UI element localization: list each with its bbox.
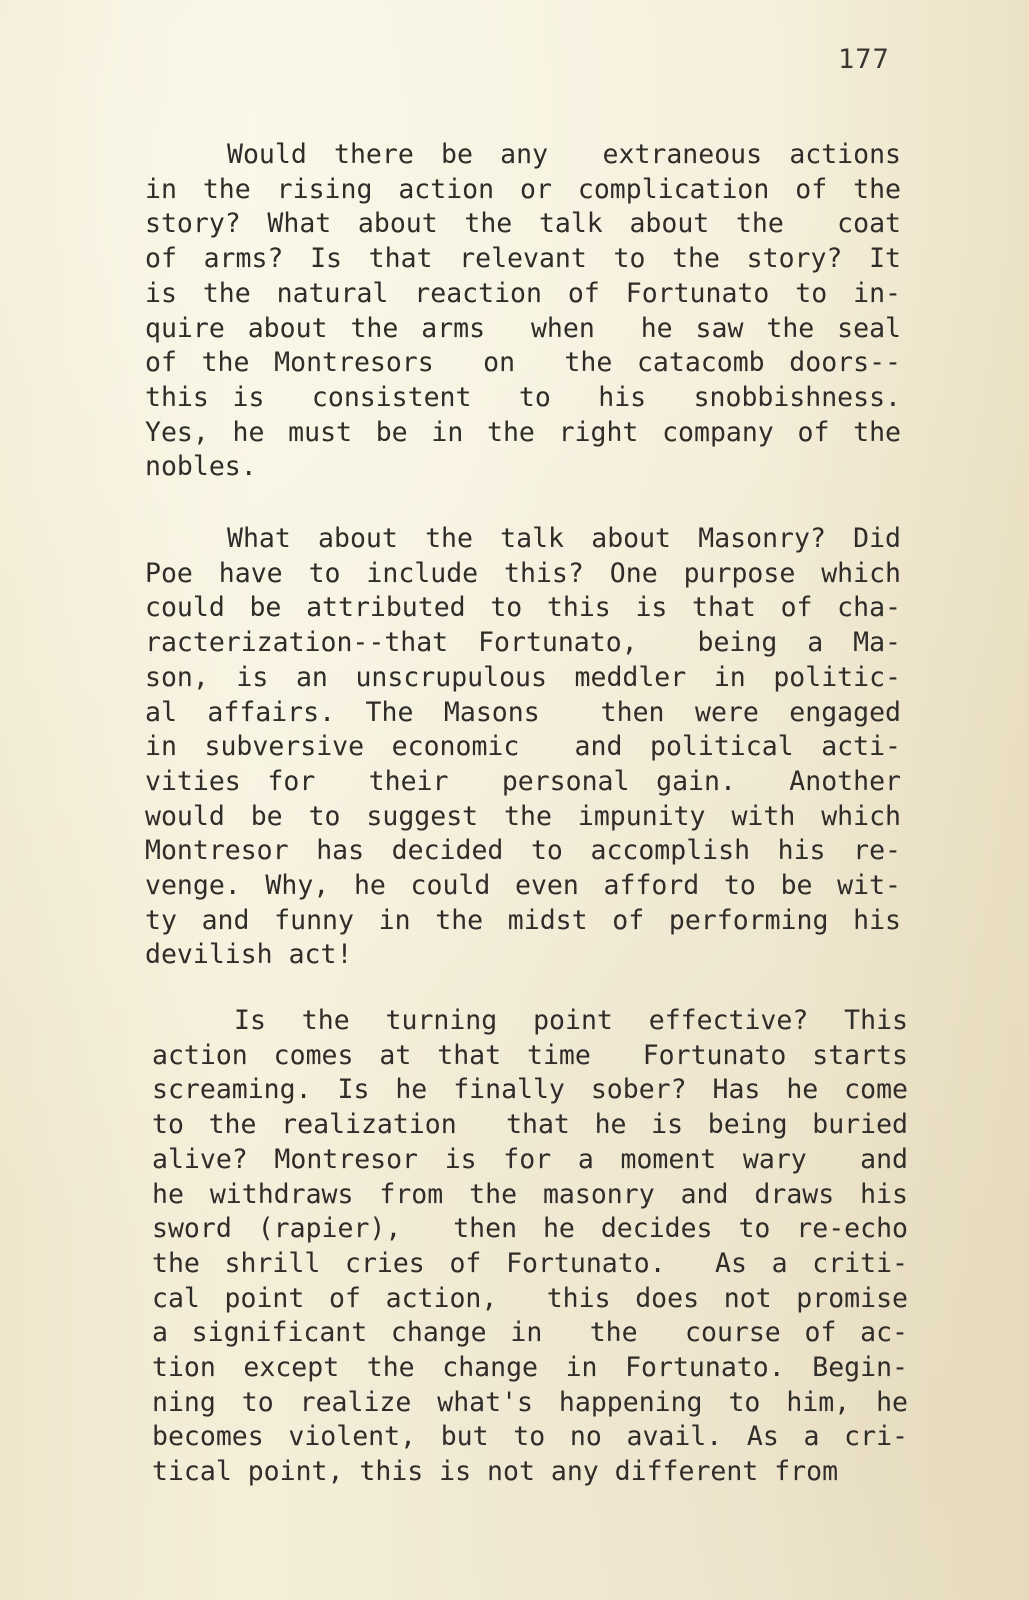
paragraph-turning-point	[152, 1004, 908, 1490]
text-line: Montresor has decided to accomplish his re-	[145, 835, 901, 867]
text-line: al affairs. The Masons then were engaged	[145, 696, 901, 728]
text-line: ty and funny in the midst of performing his	[145, 904, 901, 936]
text-line: becomes violent, but to no avail. As a cri-	[152, 1421, 908, 1453]
text-line: is the natural reaction of Fortunato to in-	[145, 277, 901, 309]
text-line: a significant change in the course of ac-	[152, 1317, 908, 1349]
text-line: Poe have to include this? One purpose which	[145, 557, 901, 589]
text-line: would be to suggest the impunity with which	[145, 800, 901, 832]
text-line: tion except the change in Fortunato. Begin-	[152, 1352, 908, 1384]
text-line: he withdraws from the masonry and draws his	[152, 1178, 908, 1210]
page-number: 177	[838, 44, 890, 75]
text-line: could be attributed to this is that of cha-	[145, 592, 901, 624]
text-line: action comes at that time Fortunato starts	[152, 1039, 908, 1071]
text-line: nobles.	[145, 451, 257, 483]
text-line: in the rising action or complication of the	[145, 173, 901, 205]
text-line: alive? Montresor is for a moment wary and	[152, 1143, 908, 1175]
text-line: son, is an unscrupulous meddler in politic-	[145, 661, 901, 693]
text-line: tical point, this is not any different from	[152, 1456, 839, 1488]
text-line: to the realization that he is being buried	[152, 1109, 908, 1141]
text-line: quire about the arms when he saw the seal	[145, 312, 901, 344]
text-line: Yes, he must be in the right company of the	[145, 416, 901, 448]
text-line: Would there be any extraneous actions	[227, 139, 901, 170]
paragraph-masonry	[145, 522, 901, 973]
text-line: of the Montresors on the catacomb doors--	[145, 347, 901, 379]
text-line: What about the talk about Masonry? Did	[227, 523, 901, 554]
text-line: of arms? Is that relevant to the story? It	[145, 243, 901, 275]
text-line: devilish act!	[145, 939, 353, 971]
text-line: vities for their personal gain. Another	[145, 765, 901, 797]
text-line: venge. Why, he could even afford to be wit-	[145, 870, 901, 902]
paragraph-extraneous-actions	[145, 138, 901, 485]
text-line: this is consistent to his snobbishness.	[145, 381, 901, 413]
text-line: racterization--that Fortunato, being a Ma-	[145, 627, 901, 659]
text-line: story? What about the talk about the coat	[145, 208, 901, 240]
text-line: screaming. Is he finally sober? Has he come	[152, 1074, 908, 1106]
text-line: in subversive economic and political acti-	[145, 731, 901, 763]
text-line: ning to realize what's happening to him, he	[152, 1386, 908, 1418]
text-line: the shrill cries of Fortunato. As a criti-	[152, 1247, 908, 1279]
text-line: cal point of action, this does not promise	[152, 1282, 908, 1314]
text-line: sword (rapier), then he decides to re-echo	[152, 1213, 908, 1245]
text-line: Is the turning point effective? This	[234, 1005, 908, 1036]
